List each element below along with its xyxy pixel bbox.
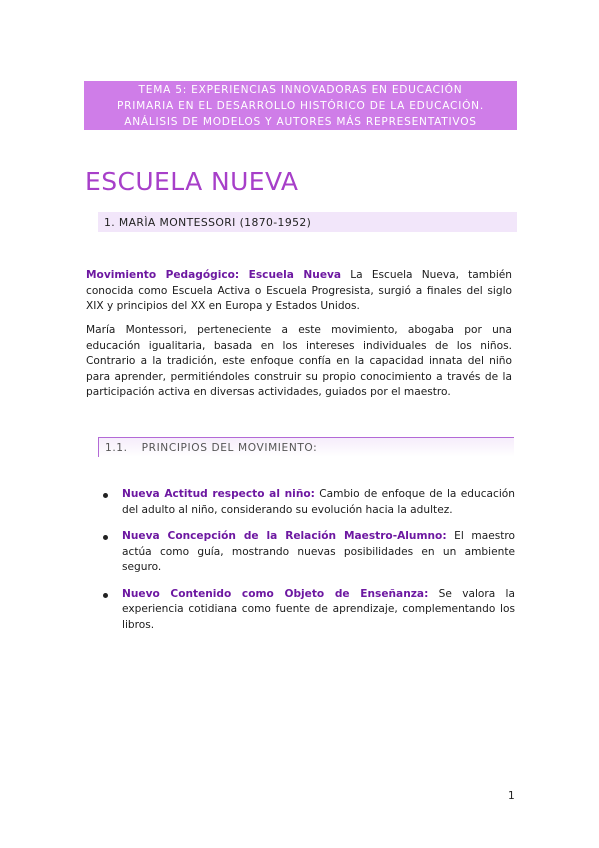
list-item xyxy=(100,529,515,576)
bullet-title: Nueva Actitud respecto al niño: xyxy=(122,488,315,500)
montessori-paragraph: María Montessori, perteneciente a este movimiento, abogaba por una educación igualitaria, basada en los intereses individuales de los niños. Contrario a la tradición, este enfoque confía en la capacidad innata del niño para aprender, permitiéndoles construir su propio conocimiento a través de la participación activa en diversas actividades, guiados por el maestro. xyxy=(86,324,512,398)
subsection-number: 1.1. xyxy=(105,441,128,454)
subsection-heading-principles xyxy=(98,437,514,457)
page-number: 1 xyxy=(508,790,515,802)
page-title: ESCUELA NUEVA xyxy=(85,167,299,196)
bullet-icon xyxy=(103,535,108,540)
principles-list xyxy=(100,487,515,644)
list-item xyxy=(100,487,515,518)
bullet-text: El maestro actúa como guía, mostrando nuevas posibilidades en un ambiente seguro. xyxy=(122,530,515,573)
header-line: PRIMARIA EN EL DESARROLLO HISTÓRICO DE LA EDUCACIÓN. xyxy=(117,99,484,112)
section-heading-montessori: 1. MARÌA MONTESSORI (1870-1952) xyxy=(98,212,517,232)
header-line: ANÁLISIS DE MODELOS Y AUTORES MÁS REPRESENTATIVOS xyxy=(124,115,477,128)
bullet-title: Nueva Concepción de la Relación Maestro-Alumno: xyxy=(122,530,447,542)
bullet-text: Se valora la experiencia cotidiana como fuente de aprendizaje, complementando los libros. xyxy=(122,587,515,631)
subsection-label: PRINCIPIOS DEL MOVIMIENTO: xyxy=(141,441,318,454)
topic-header-banner xyxy=(84,81,517,130)
intro-text: La Escuela Nueva, también conocida como Escuela Activa o Escuela Progresista, surgió a finales del siglo XIX y principios del XX en Europa y Estados Unidos. xyxy=(86,269,513,312)
movement-highlight: Movimiento Pedagógico: Escuela Nueva xyxy=(86,269,342,281)
header-line: TEMA 5: EXPERIENCIAS INNOVADORAS EN EDUCACIÓN xyxy=(138,83,463,96)
list-item xyxy=(100,587,515,634)
bullet-text: Cambio de enfoque de la educación del adulto al niño, considerando su evolución hacia la adultez. xyxy=(122,488,515,516)
bullet-icon xyxy=(103,593,108,598)
intro-paragraph xyxy=(86,268,512,315)
bullet-icon xyxy=(103,493,108,498)
bullet-title: Nuevo Contenido como Objeto de Enseñanza: xyxy=(122,587,429,600)
